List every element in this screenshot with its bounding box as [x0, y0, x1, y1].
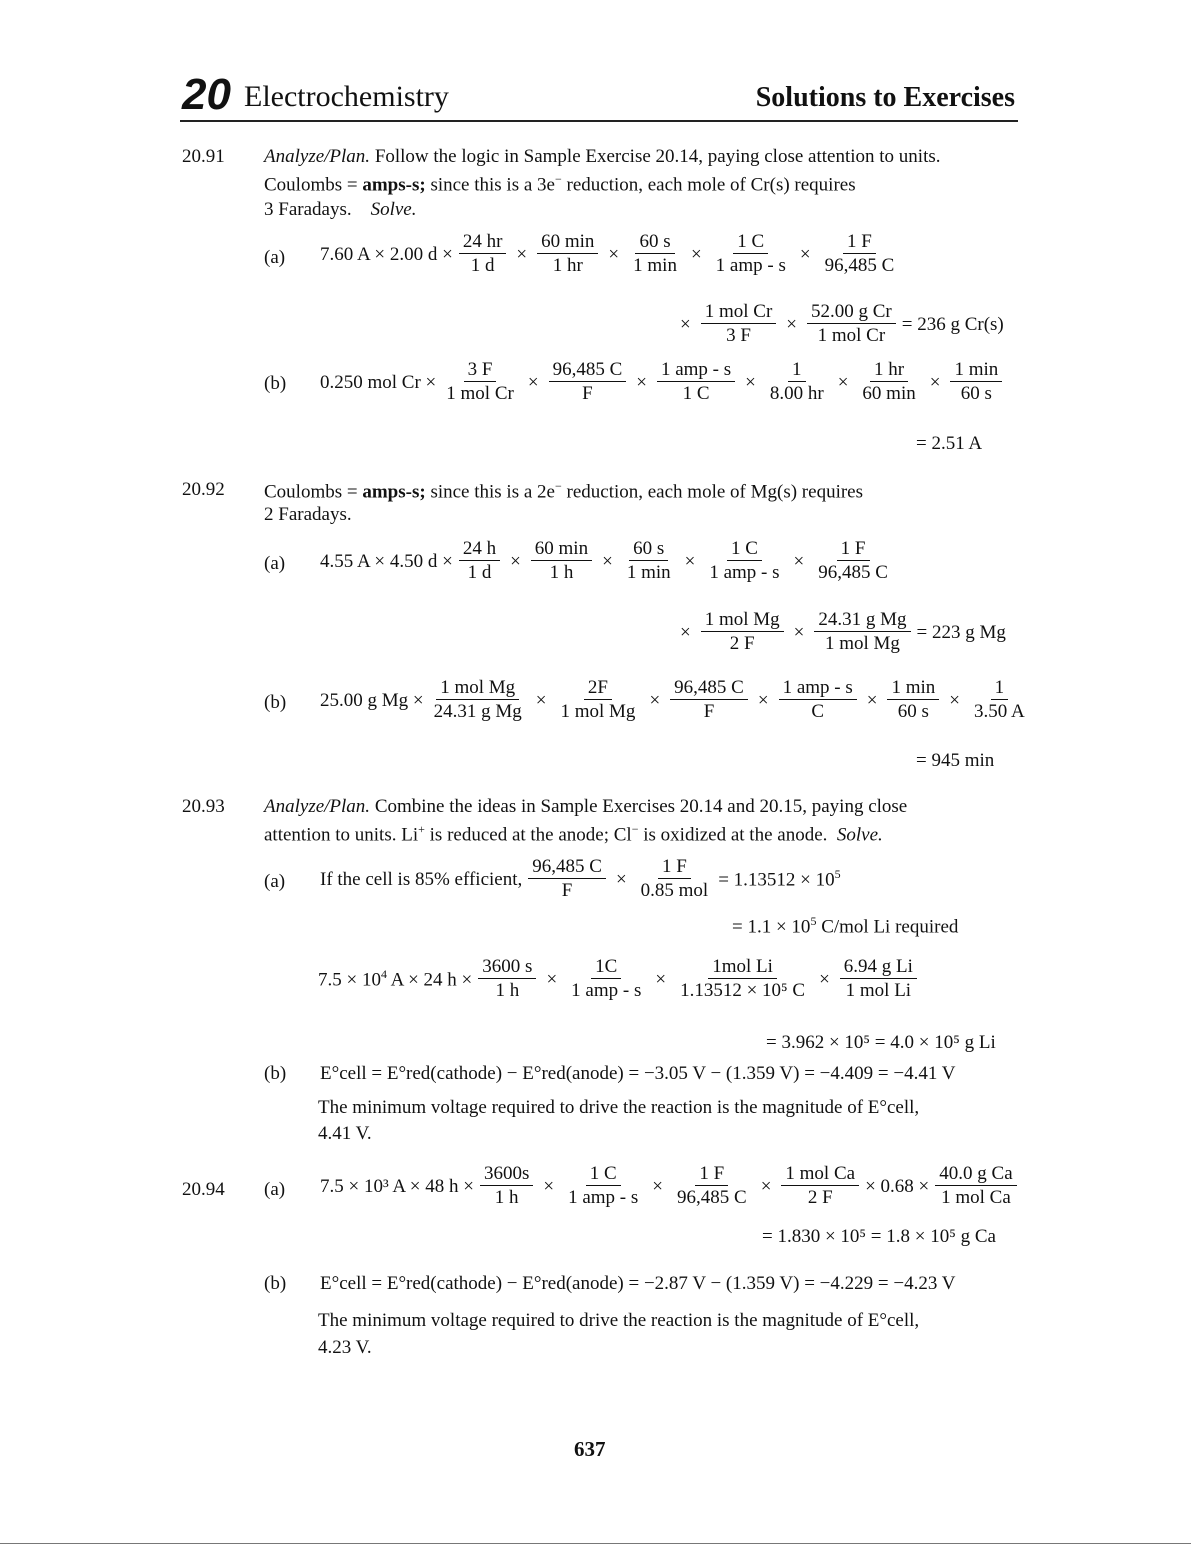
equation: 7.5 × 10³ A × 48 h × $\frac{3600s}{1 h}$ × $\frac{1 C}{\text{1 amp - s}}$ × $\frac{1 F}{96,485 C}$ × $\frac{\text{1 mol Ca}}{2 F}$ × 0.68 × $\frac{\text{40.0 g Ca}}{\text{1 mol Ca}}$ [320, 1163, 1021, 1210]
exercise-line: 4.23 V. [318, 1337, 372, 1358]
result: = 2.51 A [916, 433, 983, 454]
equation: $7.5 \times 10^4$ A × 24 h × $\frac{3600 s}{1 h}$ × $\frac{1C}{\text{1 amp - s}}$ × $\frac{\text{1mol Li}}{\text{1.13512 × 10⁵ C}}$ × $\frac{\text{6.94 g Li}}{\text{1 mol Li}}$ [318, 956, 921, 1003]
part-label: (a) [264, 247, 286, 268]
header-rule [180, 120, 1018, 122]
part-label: (a) [264, 1179, 286, 1200]
equation: 0.250 mol Cr × $\frac{3 F}{\text{1 mol Cr}}$ × $\frac{96,485 C}{F}$ × $\frac{\text{1 amp - s}}{1 C}$ × $\frac{1}{8.00 hr}$ × $\frac{1 hr}{60 \min}$ × $\frac{1 \min}{60 s}$ [320, 359, 1006, 406]
result: = $1.1 \times 10^5$ C/mol Li required [732, 914, 959, 938]
exercise-number: 20.92 [182, 479, 225, 500]
exercise-number: 20.91 [182, 146, 225, 167]
exercise-line: attention to units. Li+ is reduced at the anode; Cl− is oxidized at the anode. Solve. [264, 822, 883, 846]
exercise-number: 20.93 [182, 796, 225, 817]
result: = 945 min [916, 750, 995, 771]
exercise-intro: Analyze/Plan. Follow the logic in Sample Exercise 20.14, paying close attention to units. [264, 146, 941, 167]
part-label: (a) [264, 871, 286, 892]
exercise-number: 20.94 [182, 1179, 225, 1200]
equation: 7.60 A × 2.00 d × $\frac{24 hr}{1 d}$ × $\frac{60 \min}{1 hr}$ × $\frac{60 s}{1 \min}$ × $\frac{1 C}{\text{1 amp - s}}$ × $\frac{1 F}{96,485 C}$ [320, 231, 895, 276]
exercise-line: Analyze/Plan. Combine the ideas in Sample Exercises 20.14 and 20.15, paying close [264, 796, 908, 817]
part-label: (b) [264, 1273, 287, 1294]
exercise-line: 4.41 V. [318, 1123, 372, 1144]
exercise-line: The minimum voltage required to drive the reaction is the magnitude of E°cell, [318, 1310, 920, 1331]
page-number: 637 [574, 1437, 606, 1461]
equation: × $\frac{\text{1 mol Mg}}{2 F}$ × $\frac{\text{24.31 g Mg}}{\text{1 mol Mg}}$ = 223 g Mg [680, 609, 1006, 654]
part-label: (b) [264, 1063, 287, 1084]
equation: E°cell = E°red(cathode) − E°red(anode) = −3.05 V − (1.359 V) = −4.409 = −4.41 V [320, 1063, 956, 1084]
part-label: (b) [264, 373, 287, 394]
exercise-line: 2 Faradays. [264, 504, 352, 525]
chapter-number: 20 [182, 70, 231, 119]
part-label: (b) [264, 692, 287, 713]
equation: 4.55 A × 4.50 d × $\frac{24 h}{1 d}$ × $\frac{60 \min}{1 h}$ × $\frac{60 s}{1 \min}$ × $\frac{1 C}{\text{1 amp - s}}$ × $\frac{1 F}{96,485 C}$ [320, 538, 888, 583]
exercise-line: Coulombs = amps-s; since this is a 2e− reduction, each mole of Mg(s) requires [264, 479, 864, 503]
section-title: Solutions to Exercises [755, 82, 1015, 113]
result: = 3.962 × 10⁵ = 4.0 × 10⁵ g Li [766, 1032, 996, 1053]
chapter-title: Electrochemistry [244, 80, 449, 113]
exercise-line: 3 Faradays. Solve. [264, 199, 417, 220]
equation: E°cell = E°red(cathode) − E°red(anode) = −2.87 V − (1.359 V) = −4.229 = −4.23 V [320, 1273, 956, 1294]
exercise-line: The minimum voltage required to drive the reaction is the magnitude of E°cell, [318, 1097, 920, 1118]
equation: × $\frac{\text{1 mol Cr}}{3 F}$ × $\frac{\text{52.00 g Cr}}{\text{1 mol Cr}}$ = 236 g Cr(s) [680, 301, 1004, 346]
equation: 25.00 g Mg × $\frac{\text{1 mol Mg}}{\text{24.31 g Mg}}$ × $\frac{2F}{\text{1 mol Mg}}$ × $\frac{96,485 C}{F}$ × $\frac{\text{1 amp - s}}{C}$ × $\frac{1 \min}{60 s}$ × $\frac{1}{3.50 A}$ [320, 677, 1025, 722]
part-label: (a) [264, 553, 286, 574]
exercise-line: Coulombs = amps-s; since this is a 3e− reduction, each mole of Cr(s) requires [264, 172, 856, 196]
result: = 1.830 × 10⁵ = 1.8 × 10⁵ g Ca [762, 1226, 996, 1247]
page-bottom-edge [0, 1543, 1191, 1544]
equation: If the cell is 85% efficient, $\frac{96,485 C}{F}$ × $\frac{1 F}{\text{0.85 mol}}$ = $1.13512 \times 10^5$ [320, 856, 841, 901]
